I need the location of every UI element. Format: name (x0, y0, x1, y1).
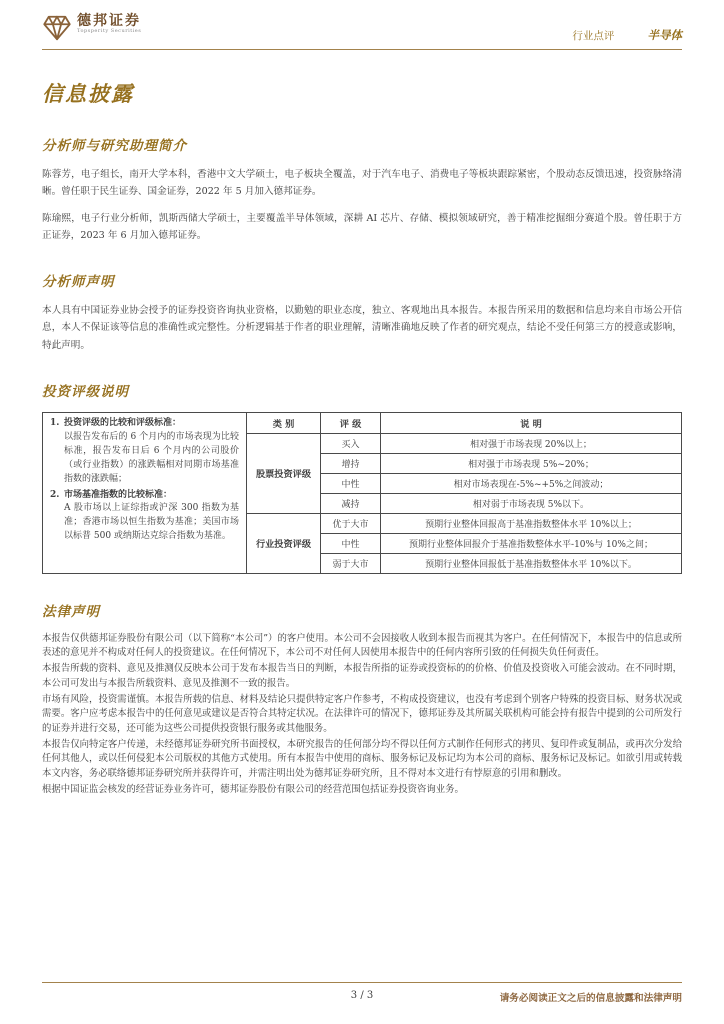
column-header-category: 类 别 (247, 412, 321, 433)
rating-level: 中性 (321, 533, 381, 553)
rating-description: 相对强于市场表现 20%以上； (381, 433, 682, 453)
note-number: 1. (50, 417, 60, 428)
note-title: 投资评级的比较和评级标准： (64, 417, 182, 428)
stock-rating-category: 股票投资评级 (247, 433, 321, 513)
analyst-intro-paragraph: 陈瑜熙，电子行业分析师，凯斯西储大学硕士，主要覆盖半导体领域，深耕 AI 芯片、存储、模拟领域研究，善于精准挖掘细分赛道个股。曾任职于方正证券，2023 年 6 月加入德邦证券。 (42, 212, 682, 241)
section-heading-analyst-statement: 分析师声明 (42, 274, 115, 291)
analyst-statement-paragraph: 本人具有中国证券业协会授予的证券投资咨询执业资格，以勤勉的职业态度，独立、客观地出具本报告。本报告所采用的数据和信息均来自市场公开信息，本人不保证该等信息的准确性或完整性。分析逻辑基于作者的职业理解，清晰准确地反映了作者的研究观点，结论不受任何第三方的授意或影响，特此声明。 (42, 305, 682, 351)
rating-level: 优于大市 (321, 513, 381, 533)
page-header (42, 14, 682, 49)
legal-paragraph: 本报告所载的资料、意见及推测仅反映本公司于发布本报告当日的判断，本报告所指的证券或投资标的的价格、价值及投资收入可能会波动。在不同时期，本公司可发出与本报告所载资料、意见及推测不一致的报告。 (42, 663, 682, 689)
footer-disclaimer-note: 请务必阅读正文之后的信息披露和法律声明 (499, 993, 682, 1004)
rating-description: 相对强于市场表现 5%~20%； (381, 453, 682, 473)
note-title: 市场基准指数的比较标准： (64, 489, 173, 500)
rating-description: 相对市场表现在-5%~+5%之间波动； (381, 473, 682, 493)
note-body: 以报告发布后的 6 个月内的市场表现为比较标准，报告发布日后 6 个月内的公司股价（或行业指数）的涨跌幅相对同期市场基准指数的涨跌幅； (64, 431, 239, 484)
column-header-description: 说 明 (381, 412, 682, 433)
rating-note (50, 417, 239, 487)
brand-name: 德邦证券 (77, 13, 141, 29)
brand-text-block (77, 14, 141, 35)
section-heading-legal: 法律声明 (42, 603, 100, 620)
report-sector-label: 半导体 (647, 28, 682, 42)
rating-description: 预期行业整体回报高于基准指数整体水平 10%以上； (381, 513, 682, 533)
section-heading-analyst-intro: 分析师与研究助理简介 (42, 138, 187, 154)
rating-table (42, 412, 682, 574)
rating-level: 中性 (321, 473, 381, 493)
page-number: 3 / 3 (350, 990, 374, 1001)
rating-level: 减持 (321, 493, 381, 513)
legal-paragraph: 市场有风险，投资需谨慎。本报告所载的信息、材料及结论只提供特定客户作参考，不构成投资建议，也没有考虑到个别客户特殊的投资目标、财务状况或需要。客户应考虑本报告中的任何意见或建议是否符合其特定状况。在法律许可的情况下，德邦证券及其所属关联机构可能会持有报告中提到的公司所发行的证券并进行交易，还可能为这些公司提供投资银行服务或其他服务。 (42, 694, 682, 734)
rating-level: 增持 (321, 453, 381, 473)
page-title: 信息披露 (42, 81, 134, 106)
rating-description: 预期行业整体回报介于基准指数整体水平-10%与 10%之间； (381, 533, 682, 553)
note-number: 2. (50, 489, 60, 500)
header-meta (572, 24, 682, 43)
legal-paragraph: 本报告仅向特定客户传递，未经德邦证券研究所书面授权，本研究报告的任何部分均不得以任何方式制作任何形式的拷贝、复印件或复制品，或再次分发给任何其他人，或以任何侵犯本公司版权的其他方式使用。所有本报告中使用的商标、服务标记及标记均为本公司的商标、服务标记及标记。如欲引用或转载本文内容，务必联络德邦证券研究所并获得许可，并需注明出处为德邦证券研究所，且不得对本文进行有悖原意的引用和删改。 (42, 738, 682, 779)
industry-rating-category: 行业投资评级 (247, 513, 321, 573)
header-divider (42, 49, 682, 50)
rating-standards-cell (43, 412, 247, 573)
table-row (43, 412, 682, 433)
legal-paragraph: 根据中国证监会核发的经营证券业务许可，德邦证券股份有限公司的经营范围包括证券投资咨询业务。 (42, 783, 464, 795)
brand-tagline: Topsperity Securities (77, 28, 142, 35)
rating-level: 弱于大市 (321, 553, 381, 573)
gem-logo-icon (42, 14, 72, 42)
rating-description: 预期行业整体回报低于基准指数整体水平 10%以下。 (381, 553, 682, 573)
report-type-label: 行业点评 (572, 30, 615, 42)
column-header-level: 评 级 (321, 412, 381, 433)
brand-logo (42, 14, 141, 42)
page-footer (42, 982, 682, 1008)
analyst-intro-paragraph: 陈蓉芳，电子组长，南开大学本科，香港中文大学硕士，电子板块全覆盖，对于汽车电子、消费电子等板块跟踪紧密，个股动态反馈迅速，投资脉络清晰。曾任职于民生证券、国金证券，2022 年 5 月加入德邦证券。 (42, 169, 682, 198)
legal-paragraph: 本报告仅供德邦证券股份有限公司（以下简称“本公司”）的客户使用。本公司不会因接收人收到本报告而视其为客户。在任何情况下，本报告中的信息或所表述的意见并不构成对任何人的投资建议。在任何情况下，本公司不对任何人因使用本报告中的任何内容所引致的任何损失负任何责任。 (42, 632, 682, 659)
rating-description: 相对弱于市场表现 5%以下。 (381, 493, 682, 513)
rating-level: 买入 (321, 433, 381, 453)
section-heading-rating: 投资评级说明 (42, 383, 129, 400)
note-body: A 股市场以上证综指或沪深 300 指数为基准；香港市场以恒生指数为基准；美国市场以标普 500 或纳斯达克综合指数为基准。 (64, 503, 239, 542)
rating-note (50, 489, 239, 545)
